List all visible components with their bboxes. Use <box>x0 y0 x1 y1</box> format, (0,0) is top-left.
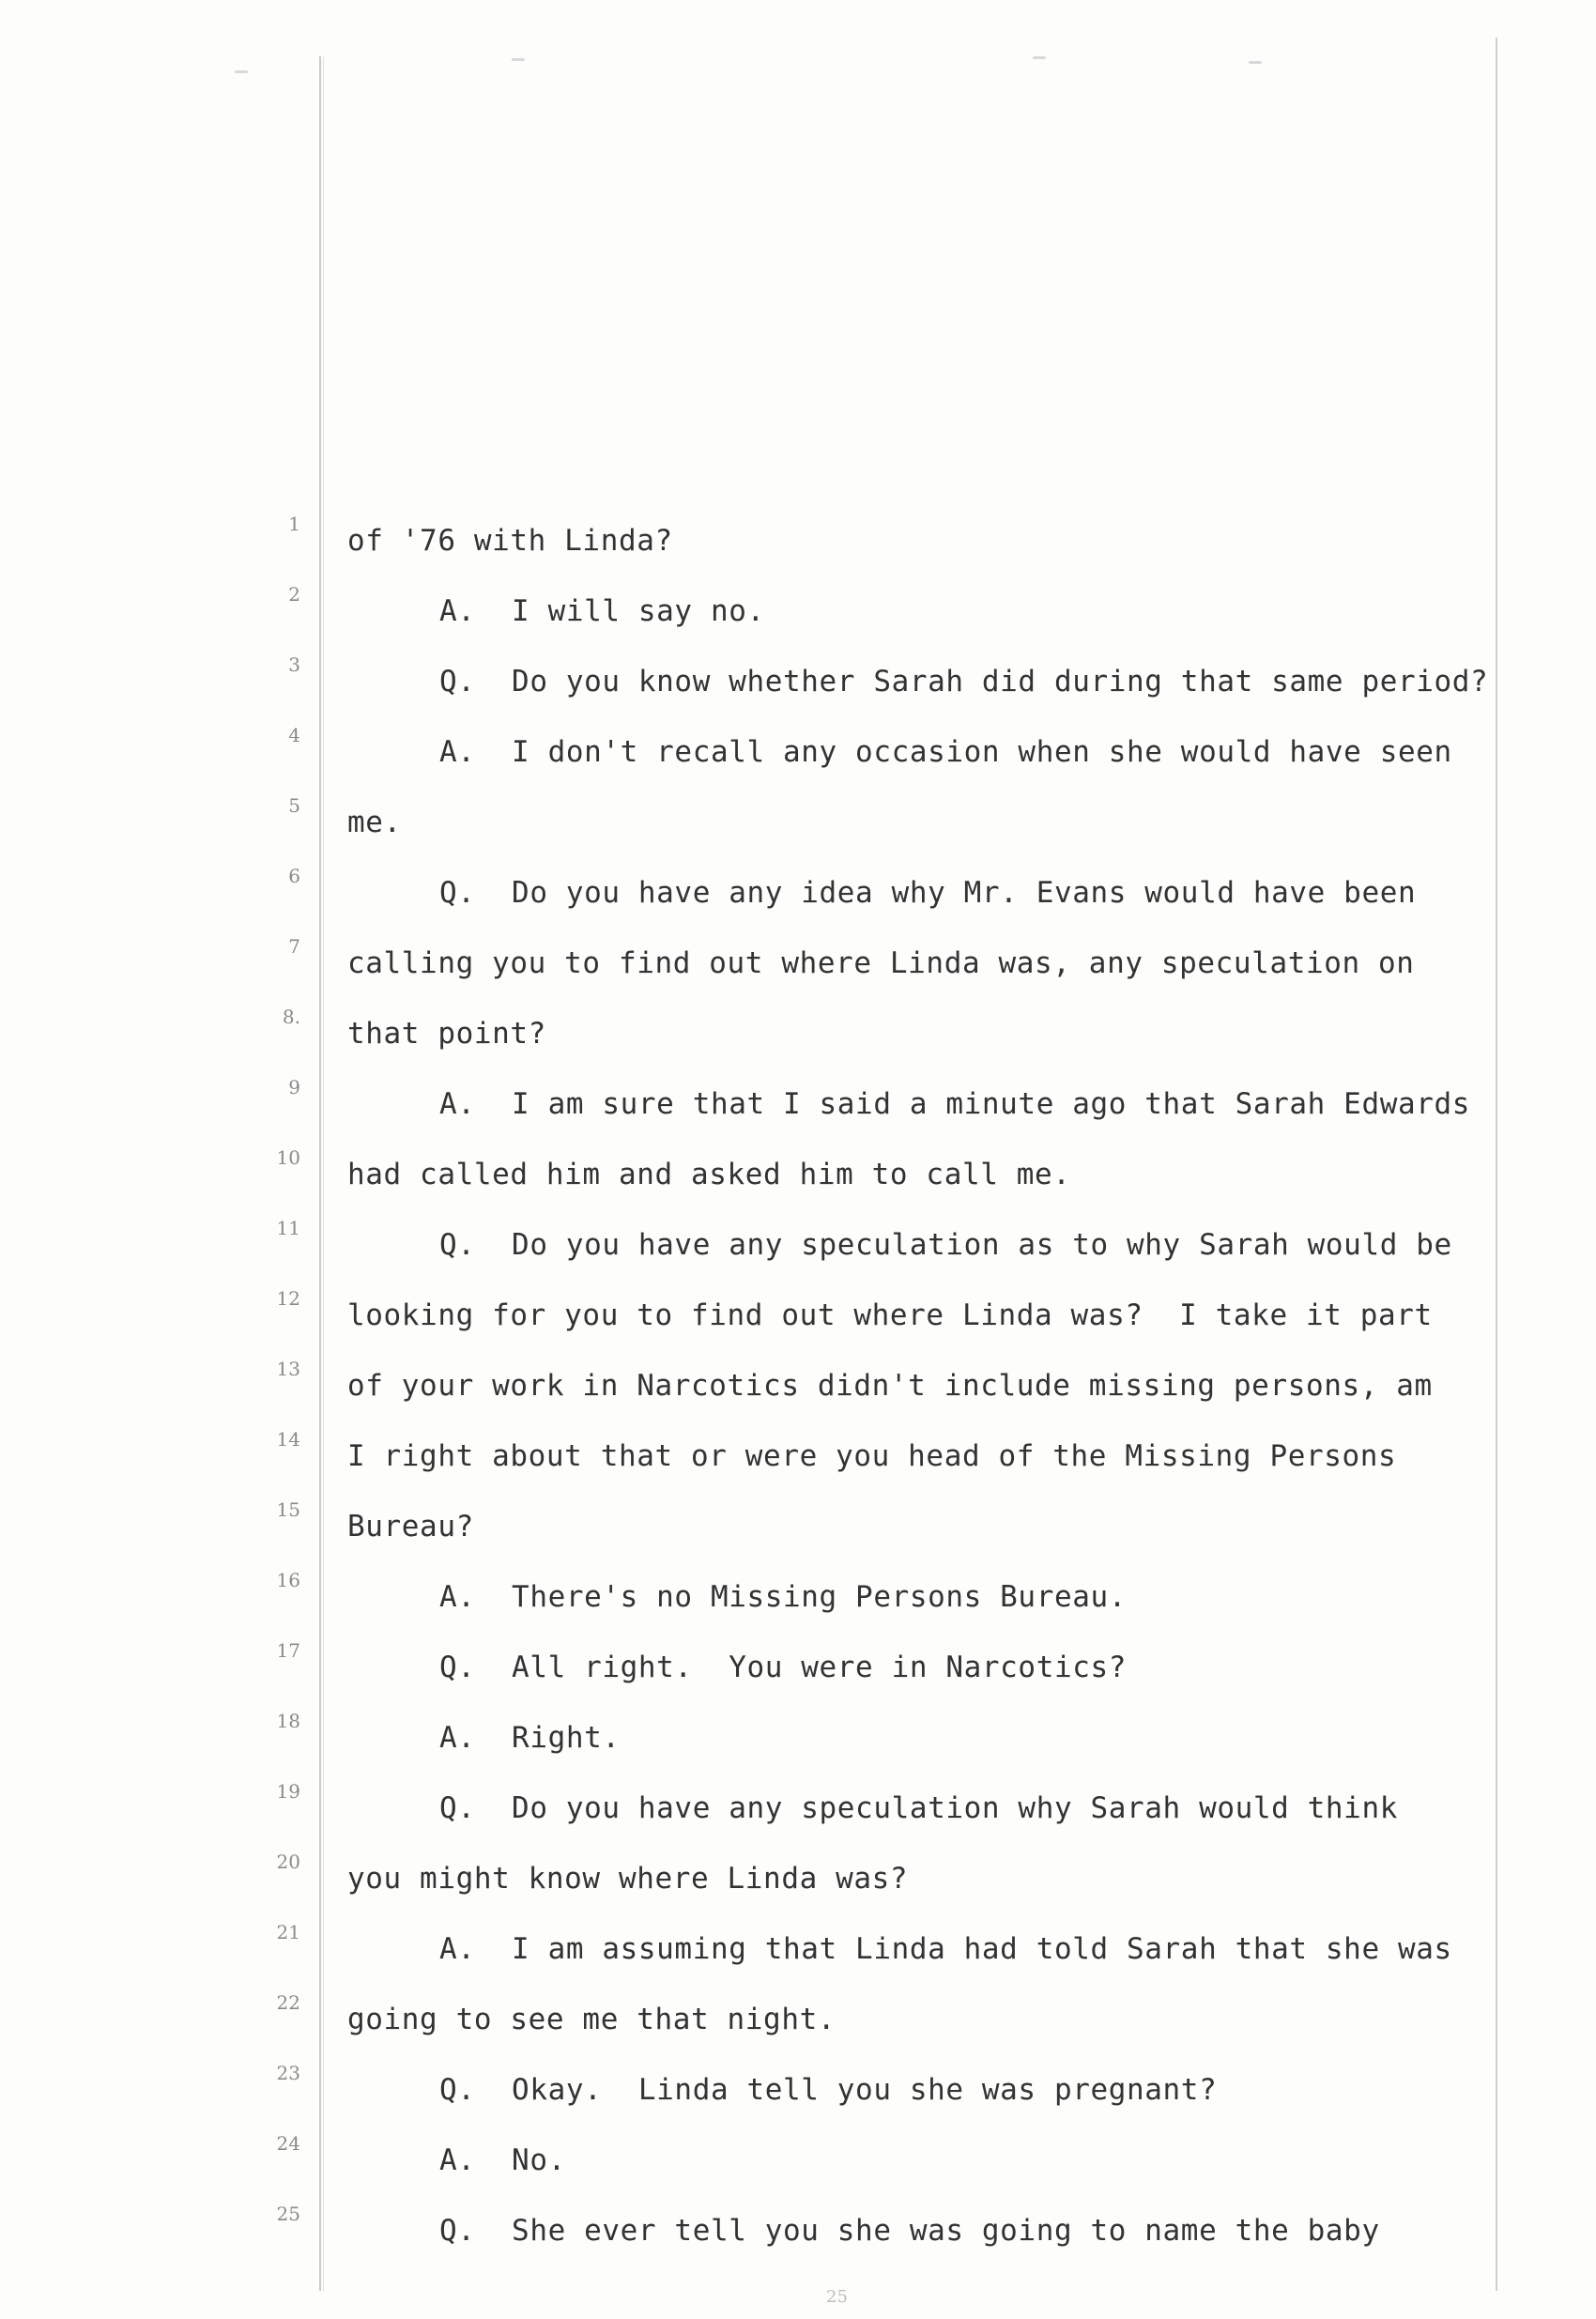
transcript-line <box>0 2062 1596 2111</box>
line-text: of '76 with Linda? <box>347 524 673 558</box>
line-text: of your work in Narcotics didn't include missing persons, am <box>347 1369 1433 1403</box>
line-text: Q. Do you know whether Sarah did during that same period? <box>439 665 1489 699</box>
line-text: Bureau? <box>347 1510 474 1543</box>
transcript-line <box>0 1780 1596 1829</box>
line-number: 15 <box>276 1498 300 1521</box>
line-number: 5 <box>288 794 300 817</box>
transcript-line <box>0 1287 1596 1336</box>
line-text: you might know where Linda was? <box>347 1862 909 1896</box>
line-number: 13 <box>276 1358 300 1380</box>
line-number: 18 <box>276 1710 300 1732</box>
transcript-line <box>0 1569 1596 1618</box>
transcript-line <box>0 1498 1596 1547</box>
line-number: 23 <box>276 2062 300 2084</box>
line-text: A. I will say no. <box>439 594 765 628</box>
transcript-line <box>0 2203 1596 2251</box>
transcript-line <box>0 724 1596 773</box>
line-number: 25 <box>276 2203 300 2225</box>
line-text: Q. Okay. Linda tell you she was pregnant? <box>439 2073 1218 2107</box>
line-text: Q. All right. You were in Narcotics? <box>439 1651 1128 1684</box>
transcript-line <box>0 1921 1596 1970</box>
line-number: 22 <box>276 1991 300 2014</box>
line-text: had called him and asked him to call me. <box>347 1158 1071 1191</box>
line-text: me. <box>347 806 402 839</box>
line-text: calling you to find out where Linda was, any speculation on <box>347 946 1415 980</box>
line-text: Q. Do you have any idea why Mr. Evans would have been <box>439 876 1417 910</box>
line-number: 16 <box>276 1569 300 1591</box>
line-number: 4 <box>288 724 300 746</box>
transcript-line <box>0 1710 1596 1758</box>
line-number: 20 <box>276 1851 300 1873</box>
transcript-line <box>0 935 1596 984</box>
transcript-line <box>0 1146 1596 1195</box>
line-number: 11 <box>276 1217 300 1239</box>
line-text: Q. Do you have any speculation as to why Sarah would be <box>439 1228 1452 1262</box>
transcript-line <box>0 794 1596 843</box>
transcript-line <box>0 1639 1596 1688</box>
line-number: 9 <box>288 1076 300 1098</box>
line-number: 8. <box>282 1006 300 1028</box>
line-text: A. I don't recall any occasion when she would have seen <box>439 735 1452 769</box>
line-text: A. There's no Missing Persons Bureau. <box>439 1580 1128 1614</box>
line-text: going to see me that night. <box>347 2003 836 2036</box>
line-number: 19 <box>276 1780 300 1803</box>
transcript-line <box>0 653 1596 702</box>
line-text: A. Right. <box>439 1721 621 1755</box>
line-text: A. I am sure that I said a minute ago that Sarah Edwards <box>439 1087 1471 1121</box>
line-number: 7 <box>288 935 300 958</box>
transcript-line <box>0 1851 1596 1899</box>
transcript-line <box>0 865 1596 914</box>
transcript-line <box>0 583 1596 632</box>
line-number: 10 <box>276 1146 300 1169</box>
transcript-line <box>0 513 1596 561</box>
line-number: 12 <box>276 1287 300 1310</box>
line-text: A. I am assuming that Linda had told Sarah that she was <box>439 1932 1452 1966</box>
line-number: 3 <box>288 653 300 676</box>
line-text: Q. Do you have any speculation why Sarah would think <box>439 1791 1398 1825</box>
line-number: 1 <box>288 513 300 535</box>
line-number: 17 <box>276 1639 300 1662</box>
page-number: 25 <box>826 2287 848 2307</box>
transcript-line <box>0 1428 1596 1477</box>
line-number: 2 <box>288 583 300 606</box>
line-number: 14 <box>276 1428 300 1451</box>
transcript-line <box>0 1991 1596 2040</box>
transcript-line <box>0 2132 1596 2181</box>
line-text: A. No. <box>439 2143 566 2177</box>
line-number: 6 <box>288 865 300 887</box>
line-text: looking for you to find out where Linda was? I take it part <box>347 1298 1433 1332</box>
line-text: that point? <box>347 1017 546 1051</box>
transcript-line <box>0 1358 1596 1406</box>
transcript-line <box>0 1217 1596 1266</box>
line-text: Q. She ever tell you she was going to name the baby <box>439 2214 1380 2248</box>
line-number: 24 <box>276 2132 300 2155</box>
line-text: I right about that or were you head of the Missing Persons <box>347 1439 1397 1473</box>
transcript-line <box>0 1076 1596 1125</box>
transcript-line <box>0 1006 1596 1054</box>
line-number: 21 <box>276 1921 300 1943</box>
